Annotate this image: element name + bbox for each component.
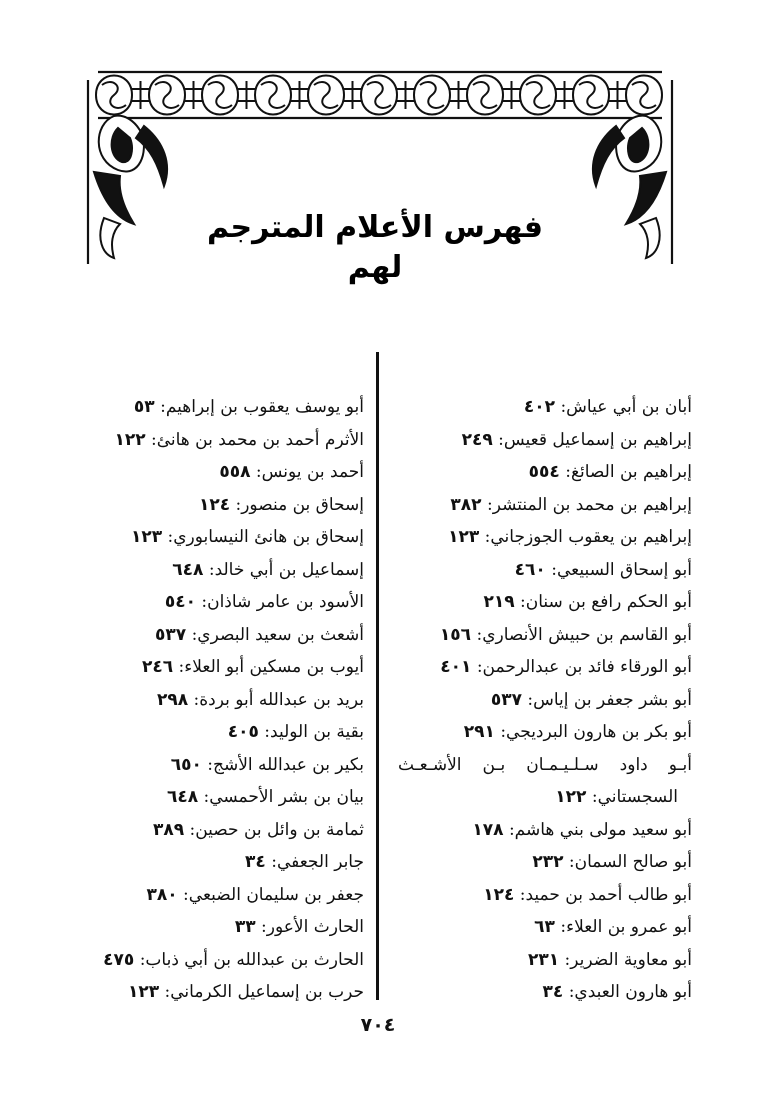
entry-name: بكير بن عبدالله الأشج: xyxy=(207,754,364,775)
entry-page-number: ٥٥٨ xyxy=(219,462,251,482)
entry-page-number: ١٧٨ xyxy=(472,819,504,840)
entry-page-number: ١٢٣ xyxy=(448,527,480,547)
entry-page-number: ٢٣٢ xyxy=(532,852,564,872)
entry-name: أبو صالح السمان: xyxy=(568,852,692,872)
ornament-knot-curl xyxy=(367,82,391,108)
index-entry xyxy=(398,489,692,522)
index-entry xyxy=(398,586,692,619)
index-entry xyxy=(64,976,364,1009)
entry-page-number: ٢٤٦ xyxy=(141,657,174,677)
entry-page-number: ١٢٤ xyxy=(198,494,231,515)
index-column-right xyxy=(398,391,692,1009)
ornament-link xyxy=(290,81,310,109)
entry-page-number: ١٢٣ xyxy=(130,527,163,547)
index-entry xyxy=(64,521,364,554)
entry-name: إبراهيم بن الصائغ: xyxy=(565,462,692,482)
index-entry xyxy=(398,619,692,652)
entry-page-number: ١٢٢ xyxy=(114,429,146,450)
entry-name: السجستاني: xyxy=(591,787,678,807)
entry-page-number: ٤٠٢ xyxy=(523,397,556,417)
index-entry xyxy=(64,846,364,879)
entry-name: إبراهيم بن إسماعيل قعيس: xyxy=(498,429,692,450)
entry-page-number: ٥٣ xyxy=(133,397,155,417)
entry-name: بريد بن عبدالله أبو بردة: xyxy=(193,689,364,710)
entry-page-number: ٥٤٠ xyxy=(164,592,196,612)
entry-name: الأسود بن عامر شاذان: xyxy=(201,592,364,612)
entry-page-number: ٤٦٠ xyxy=(514,559,546,580)
ornament-link xyxy=(502,81,522,109)
index-entry xyxy=(398,879,692,912)
column-divider xyxy=(376,352,379,1000)
index-entry xyxy=(398,391,692,424)
ornament-knot-curl xyxy=(579,82,603,108)
ornament-knot-curl xyxy=(420,82,444,108)
entry-page-number: ٤٠١ xyxy=(440,657,472,677)
index-entry xyxy=(398,521,692,554)
entry-page-number: ١٢٣ xyxy=(127,982,160,1002)
index-entry xyxy=(398,911,692,944)
ornament-knot-curl xyxy=(473,82,497,108)
index-entry xyxy=(64,749,364,782)
entry-name: أحمد بن يونس: xyxy=(255,462,364,482)
index-entry xyxy=(398,456,692,489)
ornament-knot-curl xyxy=(102,82,126,108)
entry-name: أيوب بن مسكين أبو العلاء: xyxy=(178,657,364,677)
entry-name: أبـو داود سـلـيـمـان بـن الأشـعـث xyxy=(398,754,692,775)
entry-page-number: ٣٨٩ xyxy=(152,819,185,840)
entry-name: بقية بن الوليد: xyxy=(264,722,364,742)
index-entry xyxy=(64,911,364,944)
ornament-link xyxy=(184,81,204,109)
entry-page-number: ٢٤٩ xyxy=(461,429,493,450)
entry-name: جابر الجعفي: xyxy=(271,852,364,872)
page-title: فهرس الأعلام المترجم لهم xyxy=(207,210,543,285)
entry-page-number: ٥٥٤ xyxy=(528,462,560,482)
entry-page-number: ٤٠٥ xyxy=(227,722,259,742)
entry-name: جعفر بن سليمان الضبعي: xyxy=(183,884,364,905)
ornament-knot-curl xyxy=(261,82,285,108)
ornament-link xyxy=(449,81,469,109)
entry-name: إسماعيل بن أبي خالد: xyxy=(208,559,364,580)
index-entry xyxy=(64,944,364,977)
right-corner-flower xyxy=(593,116,666,258)
entry-name: الحارث بن عبدالله بن أبي ذباب: xyxy=(139,949,364,970)
entry-page-number: ٣٤ xyxy=(245,852,266,872)
index-entry xyxy=(64,489,364,522)
entry-name: أبو بشر جعفر بن إياس: xyxy=(527,689,692,710)
ornament-knot-curl xyxy=(208,82,232,108)
entry-page-number: ١٥٦ xyxy=(439,624,472,645)
entry-page-number: ٣٤ xyxy=(542,982,564,1002)
entry-name: بيان بن بشر الأحمسي: xyxy=(203,787,364,807)
entry-name: الحارث الأعور: xyxy=(261,917,364,937)
index-entry xyxy=(398,944,692,977)
entry-name: أبو عمرو بن العلاء: xyxy=(560,917,692,937)
ornament-link xyxy=(608,81,628,109)
entry-name: ثمامة بن وائل بن حصين: xyxy=(189,819,364,840)
ornament-link xyxy=(131,81,151,109)
entry-name: أبو يوسف يعقوب بن إبراهيم: xyxy=(160,397,364,417)
entry-name: حرب بن إسماعيل الكرماني: xyxy=(164,982,364,1002)
entry-name: أبو طالب أحمد بن حميد: xyxy=(519,884,692,905)
index-entry xyxy=(64,456,364,489)
entry-page-number: ١٢٢ xyxy=(555,787,587,807)
entry-name: إسحاق بن منصور: xyxy=(235,494,364,515)
entry-page-number: ٢٣١ xyxy=(528,949,560,970)
entry-page-number: ٥٣٧ xyxy=(155,624,187,645)
ornament-link xyxy=(555,81,575,109)
ornament-knot-curl xyxy=(314,82,338,108)
ornament-knot-curl xyxy=(632,82,656,108)
ornament-link xyxy=(237,81,257,109)
entry-name: أبو القاسم بن حبيش الأنصاري: xyxy=(476,624,692,645)
index-entry xyxy=(398,651,692,684)
entry-name: إبراهيم بن يعقوب الجوزجاني: xyxy=(484,527,692,547)
entry-name: الأثرم أحمد بن محمد بن هانئ: xyxy=(150,429,364,450)
entry-page-number: ٦٤٨ xyxy=(172,559,204,580)
index-entry xyxy=(64,424,364,457)
index-entry xyxy=(64,586,364,619)
entry-page-number: ٦٣ xyxy=(534,917,555,937)
entry-name: أبو إسحاق السبيعي: xyxy=(551,559,692,580)
index-entry xyxy=(64,879,364,912)
index-entry xyxy=(398,781,692,814)
index-entry xyxy=(64,684,364,717)
entry-page-number: ٣٨٢ xyxy=(450,494,482,515)
index-entry xyxy=(64,554,364,587)
entry-page-number: ١٢٤ xyxy=(483,884,515,905)
entry-page-number: ٦٥٠ xyxy=(170,754,202,775)
index-entry xyxy=(398,684,692,717)
entry-name: أشعث بن سعيد البصري: xyxy=(191,624,364,645)
index-entry xyxy=(64,619,364,652)
index-entry xyxy=(64,651,364,684)
entry-name: أبو معاوية الضرير: xyxy=(564,949,692,970)
index-entry xyxy=(64,781,364,814)
index-entry xyxy=(398,976,692,1009)
index-entry xyxy=(398,749,692,782)
entry-page-number: ٢٩٨ xyxy=(157,689,189,710)
ornament-link xyxy=(396,81,416,109)
entry-page-number: ٣٨٠ xyxy=(146,884,178,905)
entry-page-number: ٥٣٧ xyxy=(490,689,522,710)
ornament-link xyxy=(343,81,363,109)
entry-name: أبو الحكم رافع بن سنان: xyxy=(520,592,692,612)
index-entry xyxy=(64,391,364,424)
index-entry xyxy=(64,814,364,847)
entry-page-number: ٤٧٥ xyxy=(103,949,135,970)
entry-page-number: ٢١٩ xyxy=(483,592,515,612)
index-entry xyxy=(398,554,692,587)
entry-name: أبو سعيد مولى بني هاشم: xyxy=(508,819,692,840)
entry-name: أبان بن أبي عياش: xyxy=(560,397,692,417)
entry-page-number: ٣٣ xyxy=(234,917,256,937)
index-entry xyxy=(64,716,364,749)
index-column-left xyxy=(64,391,364,1009)
left-corner-flower xyxy=(94,116,167,258)
entry-name: إبراهيم بن محمد بن المنتشر: xyxy=(486,494,692,515)
index-entry xyxy=(398,424,692,457)
ornament-knot-curl xyxy=(155,82,179,108)
page-number: ٧٠٤ xyxy=(360,1014,396,1036)
entry-name: أبو بكر بن هارون البرديجي: xyxy=(500,722,692,742)
entry-name: إسحاق بن هانئ النيسابوري: xyxy=(167,527,364,547)
index-entry xyxy=(398,716,692,749)
entry-name: أبو هارون العبدي: xyxy=(568,982,692,1002)
entry-page-number: ٦٤٨ xyxy=(166,787,199,807)
entry-name: أبو الورقاء فائد بن عبدالرحمن: xyxy=(476,657,692,677)
ornament-knot-curl xyxy=(526,82,550,108)
index-entry xyxy=(398,846,692,879)
index-entry xyxy=(398,814,692,847)
entry-page-number: ٢٩١ xyxy=(463,722,495,742)
